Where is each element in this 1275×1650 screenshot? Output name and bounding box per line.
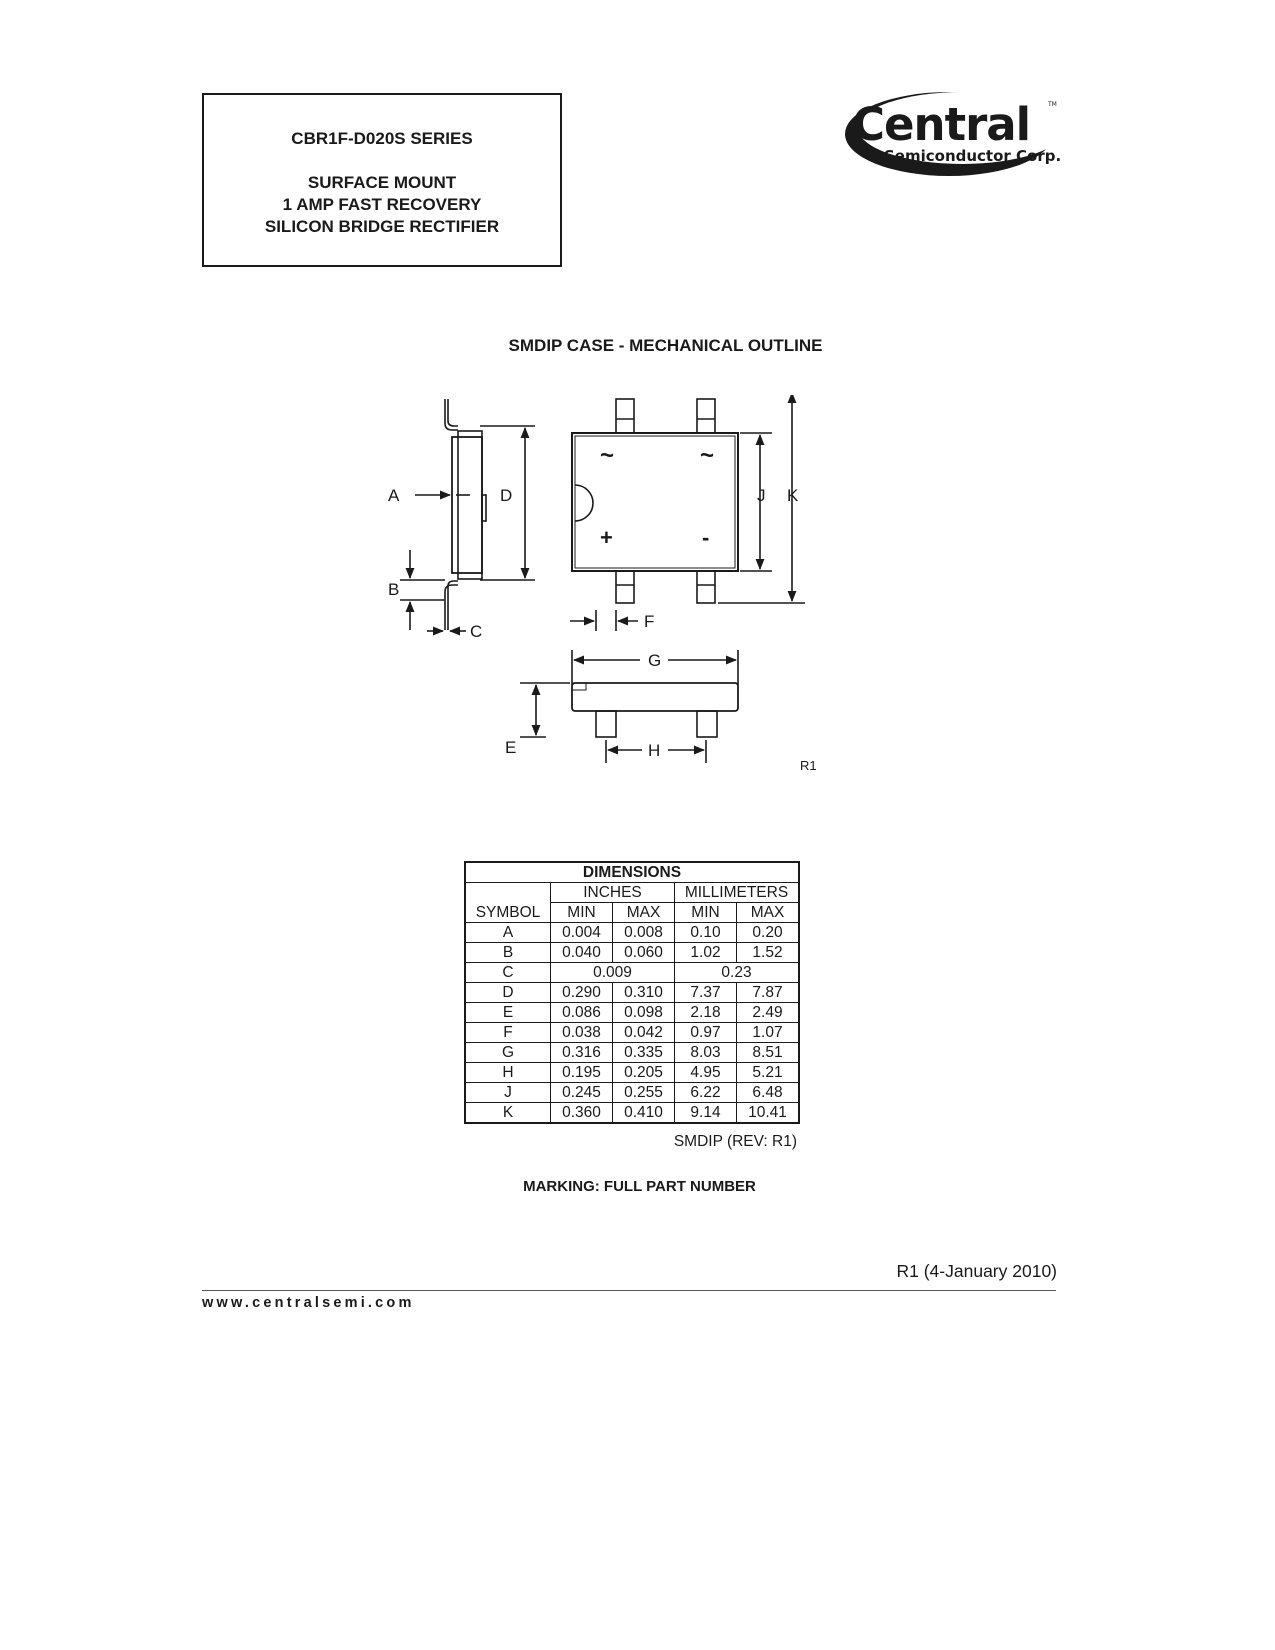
dim-label-a: A bbox=[388, 486, 400, 505]
table-header-cell bbox=[465, 883, 551, 903]
row-symbol: H bbox=[465, 1063, 551, 1083]
row-in-max: 0.410 bbox=[613, 1103, 675, 1124]
row-symbol: B bbox=[465, 943, 551, 963]
row-in-max: 0.008 bbox=[613, 923, 675, 943]
row-mm-min: 4.95 bbox=[675, 1063, 737, 1083]
row-in-max: 0.042 bbox=[613, 1023, 675, 1043]
table-revision-note: SMDIP (REV: R1) bbox=[673, 1133, 797, 1150]
table-row bbox=[465, 943, 799, 963]
table-row bbox=[465, 1063, 799, 1083]
negative-terminal-mark: - bbox=[702, 525, 710, 550]
row-mm-min: 8.03 bbox=[675, 1043, 737, 1063]
table-row bbox=[465, 1103, 799, 1124]
row-symbol: G bbox=[465, 1043, 551, 1063]
logo-subtitle: Semiconductor Corp. bbox=[884, 147, 1062, 165]
table-col-max: MAX bbox=[613, 903, 675, 923]
ac-terminal-mark: ~ bbox=[700, 442, 715, 469]
row-in-max: 0.098 bbox=[613, 1003, 675, 1023]
row-symbol: F bbox=[465, 1023, 551, 1043]
table-title: DIMENSIONS bbox=[465, 862, 799, 883]
row-in-max: 0.255 bbox=[613, 1083, 675, 1103]
footer-divider bbox=[202, 1290, 1056, 1291]
row-in-nominal: 0.009 bbox=[551, 963, 675, 983]
row-mm-max: 2.49 bbox=[737, 1003, 800, 1023]
logo-word: Central bbox=[852, 98, 1031, 151]
row-mm-min: 7.37 bbox=[675, 983, 737, 1003]
row-in-max: 0.060 bbox=[613, 943, 675, 963]
table-row bbox=[465, 1003, 799, 1023]
logo-trademark: TM bbox=[1048, 101, 1057, 108]
row-mm-max: 0.20 bbox=[737, 923, 800, 943]
mechanical-outline-drawing bbox=[380, 395, 840, 815]
website-link[interactable]: www.centralsemi.com bbox=[202, 1295, 415, 1311]
row-mm-max: 1.52 bbox=[737, 943, 800, 963]
marking-note: MARKING: FULL PART NUMBER bbox=[523, 1178, 756, 1195]
description-line: 1 AMP FAST RECOVERY bbox=[282, 195, 482, 214]
table-row bbox=[465, 963, 799, 983]
row-mm-min: 2.18 bbox=[675, 1003, 737, 1023]
row-mm-max: 5.21 bbox=[737, 1063, 800, 1083]
side-view bbox=[400, 399, 535, 631]
dim-label-e: E bbox=[505, 738, 517, 757]
row-symbol: J bbox=[465, 1083, 551, 1103]
drawing-revision: R1 bbox=[800, 758, 817, 773]
row-mm-min: 0.10 bbox=[675, 923, 737, 943]
row-in-min: 0.086 bbox=[551, 1003, 613, 1023]
row-mm-max: 8.51 bbox=[737, 1043, 800, 1063]
description-line: SURFACE MOUNT bbox=[307, 173, 457, 192]
row-mm-min: 1.02 bbox=[675, 943, 737, 963]
table-col-symbol: SYMBOL bbox=[465, 903, 551, 923]
row-symbol: K bbox=[465, 1103, 551, 1124]
table-row bbox=[465, 1083, 799, 1103]
table-col-max: MAX bbox=[737, 903, 800, 923]
row-in-min: 0.195 bbox=[551, 1063, 613, 1083]
dim-label-g: G bbox=[648, 651, 662, 670]
row-in-min: 0.245 bbox=[551, 1083, 613, 1103]
dimensions-table bbox=[464, 861, 800, 1124]
dim-label-c: C bbox=[470, 622, 483, 641]
dim-label-k: K bbox=[787, 486, 799, 505]
section-title: SMDIP CASE - MECHANICAL OUTLINE bbox=[508, 336, 823, 355]
row-in-min: 0.316 bbox=[551, 1043, 613, 1063]
row-in-max: 0.205 bbox=[613, 1063, 675, 1083]
table-row bbox=[465, 1023, 799, 1043]
part-description bbox=[204, 172, 560, 238]
dim-label-b: B bbox=[388, 580, 400, 599]
table-row bbox=[465, 923, 799, 943]
ac-terminal-mark: ~ bbox=[600, 442, 615, 469]
part-series: CBR1F-D020S SERIES bbox=[291, 129, 473, 148]
description-line: SILICON BRIDGE RECTIFIER bbox=[264, 217, 500, 236]
title-box bbox=[202, 93, 562, 267]
positive-terminal-mark: + bbox=[600, 525, 613, 550]
dim-label-h: H bbox=[648, 741, 661, 760]
row-in-min: 0.004 bbox=[551, 923, 613, 943]
row-in-max: 0.335 bbox=[613, 1043, 675, 1063]
row-in-min: 0.290 bbox=[551, 983, 613, 1003]
table-row bbox=[465, 1043, 799, 1063]
front-view bbox=[520, 650, 738, 763]
table-group-mm: MILLIMETERS bbox=[675, 883, 800, 903]
row-symbol: A bbox=[465, 923, 551, 943]
row-symbol: C bbox=[465, 963, 551, 983]
table-group-inches: INCHES bbox=[551, 883, 675, 903]
document-revision: R1 (4-January 2010) bbox=[896, 1261, 1057, 1281]
table-col-min: MIN bbox=[551, 903, 613, 923]
row-symbol: D bbox=[465, 983, 551, 1003]
table-row bbox=[465, 983, 799, 1003]
row-mm-max: 10.41 bbox=[737, 1103, 800, 1124]
row-mm-min: 0.97 bbox=[675, 1023, 737, 1043]
top-view bbox=[570, 395, 805, 631]
row-in-min: 0.360 bbox=[551, 1103, 613, 1124]
dim-label-f: F bbox=[644, 612, 655, 631]
dim-label-j: J bbox=[757, 486, 766, 505]
row-in-min: 0.040 bbox=[551, 943, 613, 963]
row-mm-max: 7.87 bbox=[737, 983, 800, 1003]
row-in-min: 0.038 bbox=[551, 1023, 613, 1043]
row-mm-max: 1.07 bbox=[737, 1023, 800, 1043]
central-logo bbox=[844, 88, 1062, 180]
dim-label-d: D bbox=[500, 486, 513, 505]
row-in-max: 0.310 bbox=[613, 983, 675, 1003]
row-mm-max: 6.48 bbox=[737, 1083, 800, 1103]
row-symbol: E bbox=[465, 1003, 551, 1023]
row-mm-min: 9.14 bbox=[675, 1103, 737, 1124]
table-col-min: MIN bbox=[675, 903, 737, 923]
row-mm-nominal: 0.23 bbox=[675, 963, 800, 983]
row-mm-min: 6.22 bbox=[675, 1083, 737, 1103]
